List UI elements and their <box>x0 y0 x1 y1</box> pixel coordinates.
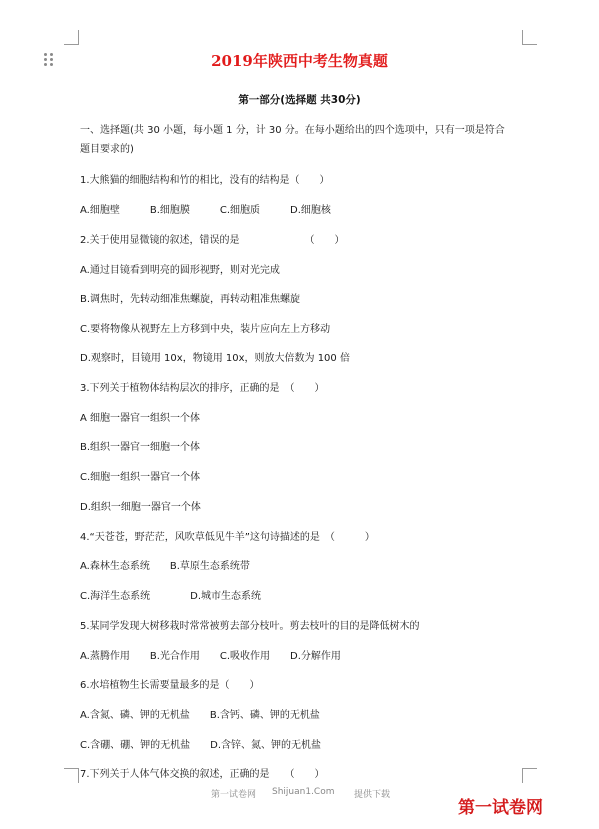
corner-mark-bottom-left <box>64 768 79 783</box>
question-5-options: A.蒸腾作用 B.光合作用 C.吸收作用 D.分解作用 <box>80 651 341 662</box>
question-4-options-cd: C.海洋生态系统 D.城市生态系统 <box>80 591 262 602</box>
question-2-option-b: B.调焦时，先转动细准焦螺旋，再转动粗准焦螺旋 <box>80 294 301 305</box>
question-7-stem: 7.下列关于人体气体交换的叙述，正确的是 （ ） <box>80 769 325 780</box>
question-2-option-a: A.通过目镜看到明亮的圆形视野，则对光完成 <box>80 265 280 276</box>
document-title: 2019年陕西中考生物真题 <box>211 52 388 70</box>
corner-mark-top-right <box>522 30 537 45</box>
question-2-option-d: D.观察时，目镜用 10x，物镜用 10x，则放大倍数为 100 倍 <box>80 353 350 364</box>
corner-mark-bottom-right <box>522 768 537 783</box>
question-3-option-c: C.细胞一组织一器官一个体 <box>80 472 201 483</box>
footer-site-name: 第一试卷网 <box>211 790 257 800</box>
watermark-logo: 第一试卷网 <box>458 798 543 818</box>
question-4-options-ab: A.森林生态系统 B.草原生态系统带 <box>80 561 250 572</box>
question-3-option-d: D.组织一细胞一器官一个体 <box>80 502 201 513</box>
question-1-options: A.细胞壁 B.细胞膜 C.细胞质 D.细胞核 <box>80 205 331 216</box>
question-6-stem: 6.水培植物生长需要量最多的是（ ） <box>80 680 260 691</box>
corner-mark-top-left <box>64 30 79 45</box>
instructions-line-2: 题目要求的) <box>80 144 134 155</box>
section-heading: 第一部分(选择题 共30分) <box>238 94 361 106</box>
question-3-option-b: B.组织一器官一细胞一个体 <box>80 442 201 453</box>
question-6-options-ab: A.含氮、磷、钾的无机盐 B.含钙、磷、钾的无机盐 <box>80 710 320 721</box>
instructions-line-1: 一、选择题(共 30 小题，每小题 1 分，计 30 分。在每小题给出的四个选项中，只有一项是符合 <box>80 125 505 136</box>
footer-site-url: Shijuan1.Com <box>272 787 335 797</box>
question-3-option-a: A 细胞一器官一组织一个体 <box>80 413 201 424</box>
question-2-stem: 2.关于使用显微镜的叙述，错误的是 （ ） <box>80 235 345 246</box>
question-5-stem: 5.某同学发现大树移栽时常常被剪去部分枝叶。剪去枝叶的目的是降低树木的 <box>80 621 420 632</box>
question-3-stem: 3.下列关于植物体结构层次的排序，正确的是 （ ） <box>80 383 325 394</box>
question-2-option-c: C.要将物像从视野左上方移到中央，装片应向左上方移动 <box>80 324 331 335</box>
question-4-stem: 4.“天苍苍，野茫茫，风吹草低见牛羊”这句诗描述的是 （ ） <box>80 532 375 543</box>
question-1-stem: 1.大熊猫的细胞结构和竹的相比，没有的结构是（ ） <box>80 175 330 186</box>
question-6-options-cd: C.含硼、硼、钾的无机盐 D.含锌、氮、钾的无机盐 <box>80 740 322 751</box>
footer-download-text: 提供下载 <box>354 790 391 800</box>
